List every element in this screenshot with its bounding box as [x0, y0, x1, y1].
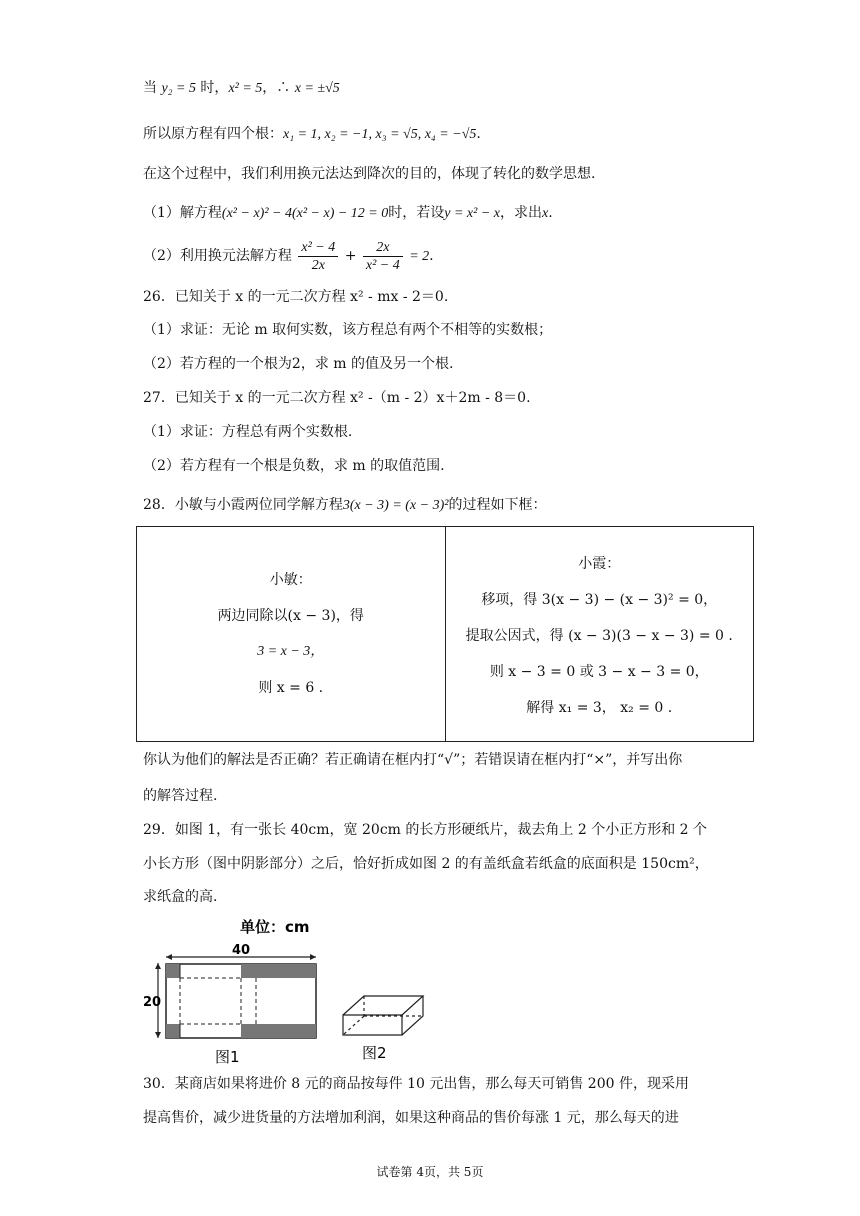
q26-part1: （1）求证：无论 m 取何实数，该方程总有两个不相等的实数根；	[143, 322, 553, 338]
width-label: 20	[143, 995, 162, 1010]
xiaoxia-step4: 解得 x₁ = 3， x₂ = 0 .	[526, 700, 673, 716]
q28-instruction-2: 的解答过程.	[143, 788, 218, 804]
cut-square-bottom	[166, 1024, 180, 1038]
xiaoxia-step1: 移项，得 3(x − 3) − (x − 3)² = 0，	[481, 592, 718, 608]
figure2-caption: 图2	[362, 1044, 387, 1062]
cut-rect-bottom	[241, 1024, 316, 1038]
box-figure	[343, 996, 423, 1035]
xiaomin-step3: 则 x = 6 .	[258, 680, 324, 696]
xiaomin-step2: 3 = x − 3，	[257, 644, 325, 659]
fraction-2: $\frac{2x}{\text{x² − 4}}$	[363, 239, 403, 274]
q28-title: 28．小敏与小霞两位同学解方程3(x − 3) = (x − 3)²的过程如下框：	[143, 497, 547, 513]
length-label: 40	[232, 943, 251, 958]
xiaomin-step1: 两边同除以(x − 3)，得	[217, 608, 364, 624]
fraction-1: $\frac{\text{x² − 4}}{2x}$	[298, 239, 338, 274]
q26-part2: （2）若方程的一个根为2，求 m 的值及另一个根.	[143, 356, 454, 372]
xiaoxia-cell	[445, 527, 754, 742]
q27-part2: （2）若方程有一个根是负数，求 m 的取值范围.	[143, 458, 445, 474]
solution-compare-table	[136, 526, 754, 742]
xiaomin-name: 小敏：	[269, 572, 312, 588]
figure1-caption: 图1	[215, 1048, 240, 1066]
unit-label: 单位：cm	[240, 918, 310, 936]
q29-line-2: 小长方形（图中阴影部分）之后，恰好折成如图 2 的有盖纸盒若纸盒的底面积是 150cm²，	[143, 856, 709, 872]
q29-line-1: 29．如图 1，有一张长 40cm，宽 20cm 的长方形硬纸片，裁去角上 2 个小正方形和 2 个	[143, 822, 707, 838]
xiaomin-cell	[137, 527, 446, 742]
xiaoxia-name: 小霞：	[578, 556, 621, 572]
q30-line-2: 提高售价，减少进货量的方法增加利润，如果这种商品的售价每涨 1 元，那么每天的进	[143, 1110, 679, 1126]
cut-rect-top	[241, 964, 316, 978]
xiaoxia-step3: 则 x − 3 = 0 或 3 − x − 3 = 0，	[489, 664, 709, 680]
q26-title: 26．已知关于 x 的一元二次方程 x² - mx - 2＝0.	[143, 289, 449, 305]
q28-instruction-1: 你认为他们的解法是否正确？若正确请在框内打“√”；若错误请在框内打“×”，并写出你	[143, 752, 683, 768]
sub-question-1: （1）解方程(x² − x)² − 4(x² − x) − 12 = 0时，若设y = x² − x，求出x.	[143, 205, 553, 221]
four-roots-line: 所以原方程有四个根：x₁ = 1, x₂ = −1, x₃ = √5, x₄ = −√5.	[143, 126, 481, 142]
q29-line-3: 求纸盒的高.	[143, 889, 218, 905]
q30-line-1: 30．某商店如果将进价 8 元的商品按每件 10 元出售，那么每天可销售 200 件，现采用	[143, 1076, 689, 1092]
xiaoxia-step2: 提取公因式，得 (x − 3)(3 − x − 3) = 0 .	[465, 628, 733, 644]
method-summary: 在这个过程中，我们利用换元法达到降次的目的，体现了转化的数学思想.	[143, 166, 596, 182]
solution-line-y2: 当 y₂ = 5 时，x² = 5，∴ x = ±√5	[143, 80, 340, 96]
sub-question-2: （2）利用换元法解方程 $\frac{\text{x² − 4}}{2x}$ + $\frac{2x}{\text{x² − 4}}$ = 2.	[143, 239, 434, 273]
q27-title: 27．已知关于 x 的一元二次方程 x² -（m - 2）x＋2m - 8＝0.	[143, 390, 531, 406]
cut-square-top	[166, 964, 180, 978]
cardboard-figure	[140, 910, 440, 1070]
q27-part1: （1）求证：方程总有两个实数根.	[143, 424, 353, 440]
page-footer: 试卷第 4页，共 5页	[376, 1165, 484, 1179]
